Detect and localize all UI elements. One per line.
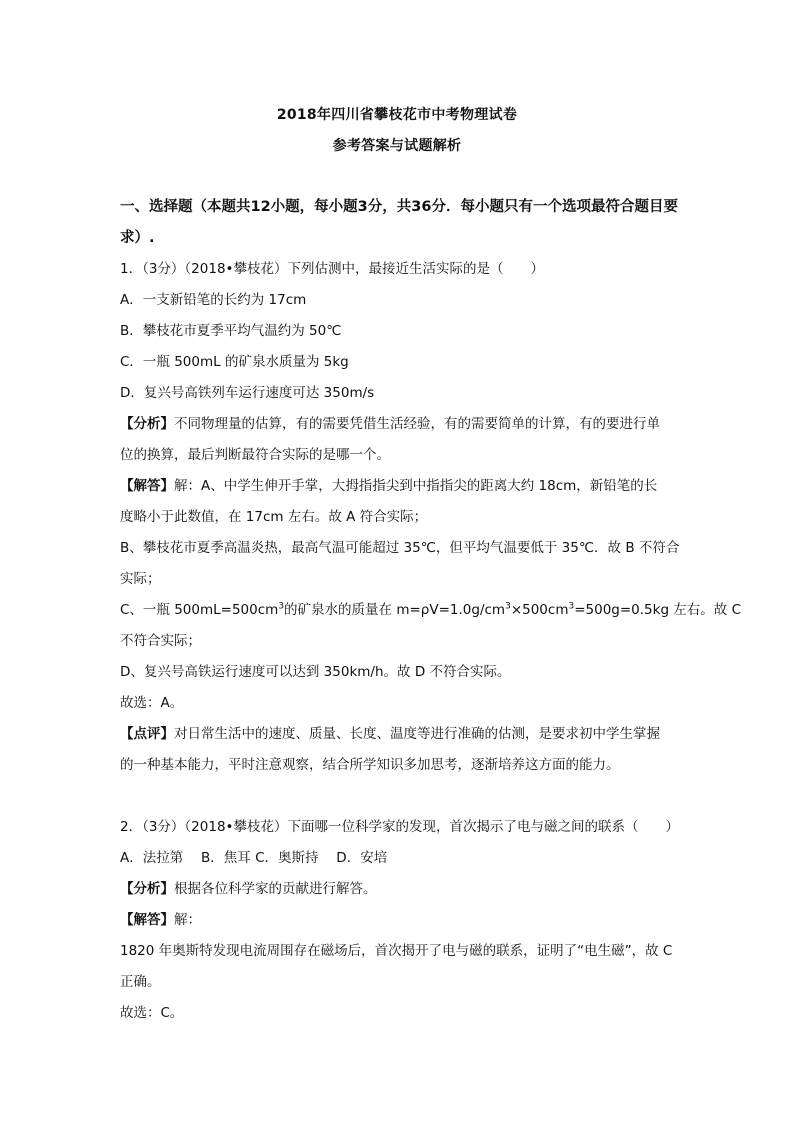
- superscript-3: 3: [505, 601, 511, 612]
- q1-option-d: D．复兴号高铁列车运行速度可达 350m/s: [120, 385, 375, 401]
- q1-analysis-line-2: 位的换算，最后判断最符合实际的是哪一个。: [120, 447, 390, 463]
- q1-answer-line-7: D、复兴号高铁运行速度可以达到 350km/h。故 D 不符合实际。: [120, 664, 511, 680]
- section-heading-line-1: 一、选择题（本题共12小题，每小题3分，共36分．每小题只有一个选项最符合题目要: [120, 199, 678, 215]
- q1-answer-line-6: 不符合实际；: [120, 633, 201, 649]
- q1-stem: 1．（3分）（2018•攀枝花）下列估测中，最接近生活实际的是（ ）: [120, 261, 544, 277]
- q2-answer-heading: [120, 911, 680, 929]
- answer-5-part-b: 的矿泉水的质量在 m=ρV=1.0g/cm: [284, 602, 506, 618]
- q1-answer-line-4: 实际；: [120, 571, 161, 587]
- comment-text: 对日常生活中的速度、质量、长度、温度等进行准确的估测，是要求初中学生掌握: [174, 726, 660, 742]
- q2-answer-line-1: 1820 年奥斯特发现电流周围存在磁场后，首次揭开了电与磁的联系，证明了“电生磁”，故 C: [120, 943, 673, 959]
- section-heading-line-2: 求）.: [120, 230, 155, 246]
- superscript-3: 3: [568, 601, 575, 612]
- q1-option-c: C．一瓶 500mL 的矿泉水质量为 5kg: [120, 354, 349, 370]
- analysis-tag: 【分析】: [120, 881, 174, 897]
- comment-tag: 【点评】: [120, 726, 174, 742]
- q1-answer-line-3: B、攀枝花市夏季高温炎热，最高气温可能超过 35℃，但平均气温要低于 35℃．故 B 不符合: [120, 540, 680, 556]
- superscript-3: 3: [278, 601, 285, 612]
- document-subtitle: 参考答案与试题解析: [332, 138, 462, 154]
- answer-tag: 【解答】: [120, 912, 174, 928]
- answer-tag: 【解答】: [120, 478, 174, 494]
- answer-5-part-d: =500g=0.5kg 左右。故 C: [574, 602, 742, 618]
- q1-option-b: B．攀枝花市夏季平均气温约为 50℃: [120, 323, 342, 339]
- answer-text: 解：A、中学生伸开手掌，大拇指指尖到中指指尖的距离大约 18cm，新铅笔的长: [174, 478, 658, 494]
- q2-analysis: [120, 880, 680, 898]
- q1-analysis-line-1: [120, 415, 680, 433]
- analysis-text: 根据各位科学家的贡献进行解答。: [174, 881, 377, 897]
- answer-text: 解：: [174, 912, 201, 928]
- q1-comment-line-2: 的一种基本能力，平时注意观察，结合所学知识多加思考，逐渐培养这方面的能力。: [120, 757, 620, 773]
- document-title: 2018年四川省攀枝花市中考物理试卷: [276, 107, 518, 123]
- q1-choice: 故选：A。: [120, 695, 184, 711]
- q1-comment-line-1: [120, 725, 680, 743]
- q1-answer-line-1: [120, 477, 680, 495]
- q2-choice: 故选：C。: [120, 1005, 184, 1021]
- analysis-text: 不同物理量的估算，有的需要凭借生活经验，有的需要简单的计算，有的要进行单: [174, 416, 660, 432]
- q2-answer-line-2: 正确。: [120, 974, 161, 990]
- q1-answer-line-2: 度略小于此数值，在 17cm 左右。故 A 符合实际；: [120, 509, 428, 525]
- q1-option-a: A．一支新铅笔的长约为 17cm: [120, 292, 307, 308]
- q2-stem: 2．（3分）（2018•攀枝花）下面哪一位科学家的发现，首次揭示了电与磁之间的联系（ ）: [120, 819, 679, 835]
- answer-5-part-c: ×500cm: [510, 602, 569, 618]
- q1-answer-line-5: [120, 601, 742, 619]
- answer-5-part-a: C、一瓶 500mL=500cm: [120, 602, 279, 618]
- q2-options: A．法拉第 B．焦耳 C．奥斯持 D．安培: [120, 850, 388, 866]
- analysis-tag: 【分析】: [120, 416, 174, 432]
